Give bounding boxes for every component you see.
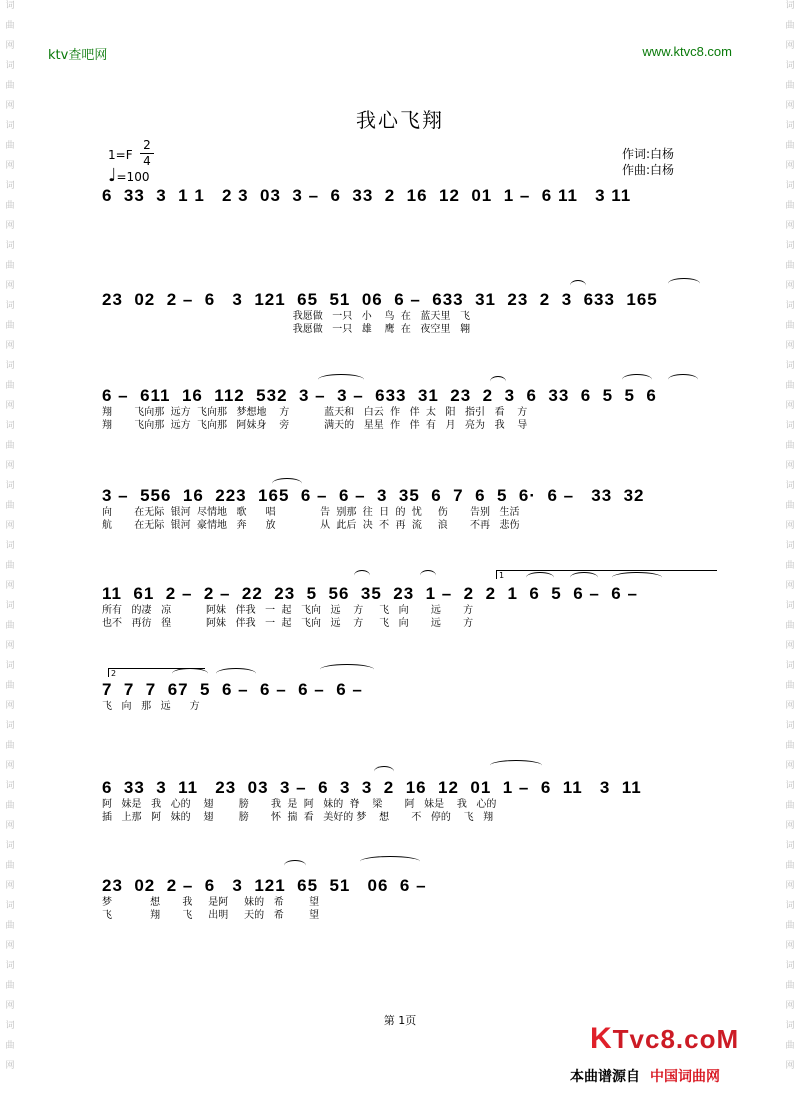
lyric-row: 飞 向 那 远 方 — [102, 701, 200, 712]
watermark-char: 词 — [5, 241, 15, 251]
slur-mark — [272, 478, 302, 489]
lyric-row: 翔 飞向那 远方 飞向那 阿妹身 旁 满天的 星星 作 伴 有 月 亮为 我 导 — [102, 420, 528, 431]
slur-mark — [570, 280, 586, 291]
staff-line — [102, 186, 722, 206]
lyric-row: 阿 妹是 我 心的 翅 膀 我 是 阿 妹的 脊 梁 阿 妹是 我 心的 — [102, 799, 497, 810]
slur-mark — [622, 374, 652, 385]
watermark-right — [782, 0, 798, 1112]
notation-row: 3 – 556 16 223 165 6 – 6 – 3 35 6 7 6 5 6· 6 – 33 32 — [102, 486, 651, 505]
quarter-note-icon: ♩ — [108, 165, 117, 186]
watermark-char: 网 — [785, 161, 795, 171]
watermark-char: 曲 — [5, 21, 15, 31]
watermark-char: 网 — [785, 1061, 795, 1071]
watermark-char: 词 — [785, 481, 795, 491]
staff-line — [102, 876, 722, 922]
song-title: 我心飞翔 — [356, 108, 444, 132]
watermark-char: 曲 — [5, 441, 15, 451]
watermark-char: 词 — [785, 241, 795, 251]
watermark-char: 曲 — [5, 81, 15, 91]
watermark-char: 词 — [5, 61, 15, 71]
watermark-char: 曲 — [5, 201, 15, 211]
watermark-char: 网 — [785, 701, 795, 711]
watermark-char: 网 — [5, 461, 15, 471]
watermark-char: 曲 — [5, 981, 15, 991]
watermark-left — [2, 0, 18, 1112]
watermark-char: 词 — [785, 361, 795, 371]
volta-bracket: 2 — [108, 668, 205, 677]
lyric-row: 翔 飞向那 远方 飞向那 梦想地 方 蓝天和 白云 作 伴 太 阳 指引 看 方 — [102, 407, 528, 418]
watermark-char: 网 — [785, 41, 795, 51]
slur-mark — [320, 664, 374, 675]
watermark-char: 词 — [5, 661, 15, 671]
watermark-char: 网 — [785, 461, 795, 471]
notation-row: 23 02 2 – 6 3 121 65 51 06 6 – — [102, 876, 433, 895]
time-bottom: 4 — [140, 153, 154, 169]
watermark-char: 网 — [785, 521, 795, 531]
watermark-char: 网 — [785, 941, 795, 951]
watermark-char: 词 — [785, 781, 795, 791]
ktvc8-logo — [590, 1022, 750, 1054]
watermark-char: 网 — [785, 401, 795, 411]
slur-mark — [216, 668, 256, 679]
watermark-char: 曲 — [785, 861, 795, 871]
source-credit — [570, 1066, 720, 1086]
watermark-char: 词 — [5, 961, 15, 971]
lyric-row: 也不 再彷 徨 阿妹 伴我 一 起 飞向 远 方 飞 向 远 方 — [102, 618, 474, 629]
watermark-char: 网 — [5, 941, 15, 951]
watermark-char: 曲 — [785, 1041, 795, 1051]
watermark-char: 网 — [785, 881, 795, 891]
notation-row: 6 33 3 11 23 03 3 – 6 3 3 2 16 12 01 1 – 6 11 3 11 — [102, 778, 648, 797]
watermark-char: 网 — [5, 161, 15, 171]
watermark-char: 曲 — [5, 921, 15, 931]
slur-mark — [420, 570, 436, 581]
slur-mark — [354, 570, 370, 581]
watermark-char: 曲 — [5, 801, 15, 811]
watermark-char: 网 — [5, 341, 15, 351]
watermark-char: 曲 — [785, 441, 795, 451]
watermark-char: 网 — [785, 761, 795, 771]
watermark-char: 词 — [5, 301, 15, 311]
watermark-char: 网 — [5, 1001, 15, 1011]
watermark-char: 词 — [5, 721, 15, 731]
watermark-char: 词 — [785, 1, 795, 11]
watermark-char: 曲 — [5, 321, 15, 331]
watermark-char: 网 — [5, 881, 15, 891]
watermark-char: 网 — [785, 341, 795, 351]
watermark-char: 网 — [5, 761, 15, 771]
staff-line — [102, 680, 722, 713]
source-brand: 中国词曲网 — [650, 1069, 720, 1085]
slur-mark — [490, 376, 506, 387]
watermark-char: 词 — [5, 481, 15, 491]
composer: 作曲:白杨 — [622, 163, 675, 177]
watermark-char: 曲 — [785, 681, 795, 691]
lyric-row: 我愿做 一只 雄 鹰 在 夜空里 翱 — [102, 324, 470, 335]
watermark-char: 曲 — [5, 1041, 15, 1051]
watermark-char: 曲 — [785, 981, 795, 991]
lyric-row: 飞 翔 飞 出明 天的 希 望 — [102, 910, 320, 921]
notation-row: 11 61 2 – 2 – 22 23 5 56 35 23 1 – 2 2 1 6 5 6 – 6 – — [102, 584, 644, 603]
page-number: 第 1页 — [383, 1014, 417, 1027]
watermark-char: 曲 — [5, 741, 15, 751]
watermark-char: 词 — [5, 1021, 15, 1031]
watermark-char: 词 — [5, 841, 15, 851]
watermark-char: 网 — [785, 1001, 795, 1011]
watermark-char: 曲 — [5, 861, 15, 871]
watermark-char: 词 — [785, 1021, 795, 1031]
watermark-char: 词 — [5, 121, 15, 131]
watermark-char: 词 — [5, 181, 15, 191]
site-name[interactable]: ktv查吧网 — [48, 48, 108, 63]
watermark-char: 曲 — [5, 501, 15, 511]
credits — [622, 146, 674, 178]
watermark-char: 曲 — [785, 561, 795, 571]
key-signature: 1=F — [108, 148, 133, 162]
watermark-char: 网 — [5, 581, 15, 591]
lyric-row: 我愿做 一只 小 鸟 在 蓝天里 飞 — [102, 311, 470, 322]
staff-line — [102, 486, 722, 532]
staff-line — [102, 386, 722, 432]
watermark-char: 网 — [785, 821, 795, 831]
watermark-char: 网 — [5, 521, 15, 531]
staff-line — [102, 290, 722, 336]
site-url[interactable]: www.ktvc8.com — [642, 44, 732, 59]
watermark-char: 曲 — [785, 921, 795, 931]
watermark-char: 网 — [5, 701, 15, 711]
watermark-char: 词 — [785, 301, 795, 311]
slur-mark — [668, 374, 698, 385]
watermark-char: 曲 — [785, 501, 795, 511]
watermark-char: 词 — [785, 181, 795, 191]
watermark-char: 曲 — [785, 261, 795, 271]
watermark-char: 曲 — [785, 201, 795, 211]
watermark-char: 词 — [5, 901, 15, 911]
notation-row: 6 – 611 16 112 532 3 – 3 – 633 31 23 2 3 6 33 6 5 5 6 — [102, 386, 663, 405]
watermark-char: 词 — [785, 841, 795, 851]
slur-mark — [668, 278, 700, 289]
staff-line — [102, 778, 722, 824]
time-signature — [140, 138, 154, 169]
notation-row: 7 7 7 67 5 6 – 6 – 6 – 6 – — [102, 680, 369, 699]
watermark-char: 网 — [5, 1061, 15, 1071]
watermark-char: 曲 — [785, 321, 795, 331]
slur-mark — [490, 760, 542, 771]
watermark-char: 曲 — [5, 621, 15, 631]
watermark-char: 词 — [785, 541, 795, 551]
watermark-char: 词 — [785, 901, 795, 911]
lyricist: 作词:白杨 — [622, 147, 675, 161]
staff-line — [102, 584, 722, 630]
watermark-char: 网 — [5, 41, 15, 51]
watermark-char: 词 — [5, 781, 15, 791]
slur-mark — [318, 374, 364, 385]
watermark-char: 网 — [785, 281, 795, 291]
source-prefix: 本曲谱源自 — [570, 1069, 640, 1085]
watermark-char: 网 — [5, 641, 15, 651]
notation-row: 23 02 2 – 6 3 121 65 51 06 6 – 633 31 23 2 3 633 165 — [102, 290, 664, 309]
tempo-value: =100 — [116, 170, 150, 184]
watermark-char: 词 — [5, 361, 15, 371]
watermark-char: 词 — [5, 541, 15, 551]
lyric-row: 梦 想 我 是阿 妹的 希 望 — [102, 897, 320, 908]
watermark-char: 曲 — [5, 141, 15, 151]
watermark-char: 曲 — [785, 81, 795, 91]
slur-mark — [360, 856, 420, 867]
notation-row: 6 33 3 1 1 2 3 03 3 – 6 33 2 16 12 01 1 – 6 11 3 11 — [102, 186, 637, 205]
watermark-char: 词 — [5, 1, 15, 11]
lyric-row: 航 在无际 银河 豪情地 奔 放 从 此后 决 不 再 流 浪 不再 悲伤 — [102, 520, 520, 531]
watermark-char: 词 — [785, 961, 795, 971]
watermark-char: 曲 — [5, 381, 15, 391]
watermark-char: 词 — [785, 121, 795, 131]
watermark-char: 网 — [5, 401, 15, 411]
slur-mark — [284, 860, 306, 871]
watermark-char: 曲 — [5, 681, 15, 691]
watermark-char: 曲 — [5, 561, 15, 571]
watermark-char: 网 — [785, 221, 795, 231]
watermark-char: 曲 — [785, 741, 795, 751]
watermark-char: 词 — [785, 601, 795, 611]
logo-rest: Tvc8.coM — [612, 1024, 740, 1054]
watermark-char: 词 — [785, 661, 795, 671]
watermark-char: 词 — [785, 421, 795, 431]
tempo-marking — [108, 165, 150, 186]
lyric-row: 向 在无际 银河 尽情地 歌 唱 告 别那 往 日 的 忧 伤 告别 生活 — [102, 507, 520, 518]
watermark-char: 曲 — [785, 801, 795, 811]
watermark-char: 网 — [5, 281, 15, 291]
watermark-char: 网 — [5, 221, 15, 231]
watermark-char: 曲 — [785, 621, 795, 631]
watermark-char: 网 — [5, 821, 15, 831]
watermark-char: 曲 — [785, 141, 795, 151]
volta-bracket: 1 — [496, 570, 717, 579]
logo-k: K — [590, 1022, 613, 1055]
watermark-char: 曲 — [785, 21, 795, 31]
lyric-row: 所有 的凄 凉 阿妹 伴我 一 起 飞向 远 方 飞 向 远 方 — [102, 605, 474, 616]
watermark-char: 网 — [785, 101, 795, 111]
watermark-char: 词 — [5, 601, 15, 611]
watermark-char: 词 — [785, 721, 795, 731]
watermark-char: 词 — [5, 421, 15, 431]
lyric-row: 插 上那 阿 妹的 翅 膀 怀 揣 看 美好的 梦 想 不 停的 飞 翔 — [102, 812, 494, 823]
watermark-char: 网 — [785, 641, 795, 651]
watermark-char: 网 — [5, 101, 15, 111]
watermark-char: 曲 — [5, 261, 15, 271]
watermark-char: 曲 — [785, 381, 795, 391]
watermark-char: 网 — [785, 581, 795, 591]
watermark-char: 词 — [785, 61, 795, 71]
slur-mark — [374, 766, 394, 777]
time-top: 2 — [143, 138, 151, 152]
